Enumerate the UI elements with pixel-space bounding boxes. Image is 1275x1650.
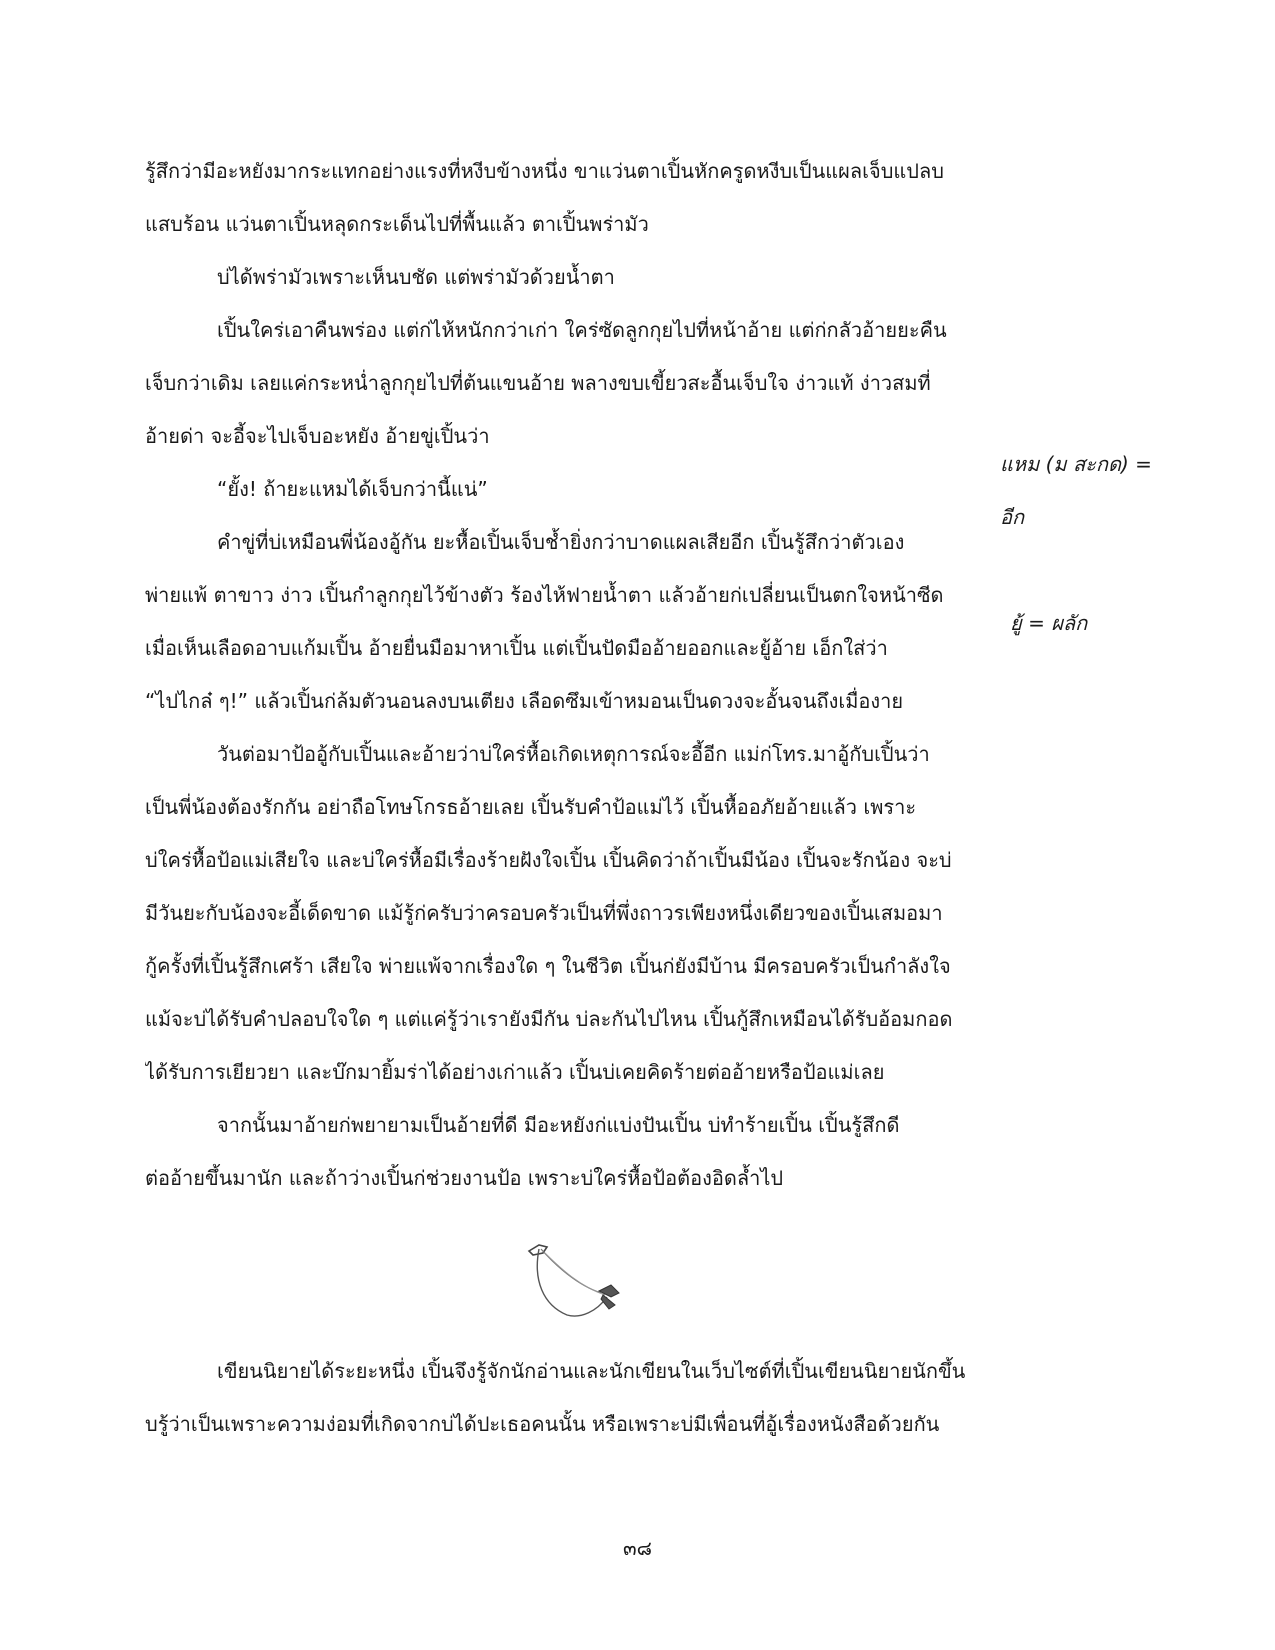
body-line: แม้จะบ่ได้รับคำปลอบใจใด ๆ แต่แค่รู้ว่าเรายังมีกัน บ่ละกันไปไหน เปิ้นกู้สึกเหมือนได้รับอ้อมกอด bbox=[145, 1007, 953, 1031]
body-line: บ่ใคร่หื้อป้อแม่เสียใจ และบ่ใคร่หื้อมีเรื่องร้ายฝังใจเปิ้น เปิ้นคิดว่าถ้าเปิ้นมีน้อง เปิ้นจะรักน้อง จะบ่ bbox=[145, 848, 952, 872]
body-line: รู้สึกว่ามีอะหยังมากระแทกอย่างแรงที่หงีบข้างหนึ่ง ขาแว่นตาเปิ้นหักครูดหงีบเป็นแผลเจ็บแปลบ bbox=[145, 159, 944, 183]
body-line: “ยั้ง! ถ้ายะแหมได้เจ็บกว่านี้แน่” bbox=[217, 477, 488, 501]
body-line: อ้ายด่า จะอี้จะไปเจ็บอะหยัง อ้ายขู่เปิ้นว่า bbox=[145, 424, 490, 448]
body-line: จากนั้นมาอ้ายก่พยายามเป็นอ้ายที่ดี มีอะหยังก่แบ่งปันเปิ้น บ่ทำร้ายเปิ้น เปิ้นรู้สึกดี bbox=[217, 1113, 900, 1137]
body-line: มีวันยะกับน้องจะอี้เด็ดขาด แม้รู้ก่ครับว่าครอบครัวเป็นที่พึ่งถาวรเพียงหนึ่งเดียวของเปิ้นเสมอมา bbox=[145, 901, 943, 925]
body-line: พ่ายแพ้ ตาขาว ง่าว เปิ้นกำลูกกุยไว้ข้างตัว ร้องไห้ฟายน้ำตา แล้วอ้ายก่เปลี่ยนเป็นตกใจหน้าซีด bbox=[145, 583, 944, 607]
body-line: วันต่อมาป้ออู้กับเปิ้นและอ้ายว่าบ่ใคร่หื้อเกิดเหตุการณ์จะอี้อีก แม่ก่โทร.มาอู้กับเปิ้นว่า bbox=[217, 742, 930, 766]
margin-note: แหม (ม สะกด) = bbox=[1000, 452, 1152, 476]
margin-note: ยู้ = ผลัก bbox=[1010, 611, 1088, 635]
margin-note: อีก bbox=[1000, 505, 1025, 529]
body-line: เมื่อเห็นเลือดอาบแก้มเปิ้น อ้ายยื่นมือมาหาเปิ้น แต่เปิ้นปัดมืออ้ายออกและยู้อ้าย เอ็กใส่ว่า bbox=[145, 636, 888, 660]
slingshot-ornament-icon bbox=[515, 1235, 635, 1330]
body-line: แสบร้อน แว่นตาเปิ้นหลุดกระเด็นไปที่พื้นแล้ว ตาเปิ้นพร่ามัว bbox=[145, 212, 649, 236]
body-line: ต่ออ้ายขึ้นมานัก และถ้าว่างเปิ้นก่ช่วยงานป้อ เพราะบ่ใคร่หื้อป้อต้องอิดล้ำไป bbox=[145, 1166, 784, 1190]
body-line: คำขู่ที่บ่เหมือนพี่น้องอู้กัน ยะหื้อเปิ้นเจ็บช้ำยิ่งกว่าบาดแผลเสียอีก เปิ้นรู้สึกว่าตัวเอง bbox=[217, 530, 905, 554]
body-line: บรู้ว่าเป็นเพราะความง่อมที่เกิดจากบ่ได้ปะเธอคนนั้น หรือเพราะบ่มีเพื่อนที่อู้เรื่องหนังสือด้วยกัน bbox=[145, 1412, 940, 1436]
body-line: เขียนนิยายได้ระยะหนึ่ง เปิ้นจึงรู้จักนักอ่านและนักเขียนในเว็บไซต์ที่เปิ้นเขียนนิยายนักขึ้น bbox=[217, 1359, 966, 1383]
body-line: เป็นพี่น้องต้องรักกัน อย่าถือโทษโกรธอ้ายเลย เปิ้นรับคำป้อแม่ไว้ เปิ้นหื้ออภัยอ้ายแล้ว เพราะ bbox=[145, 795, 917, 819]
body-line: เปิ้นใคร่เอาคืนพร่อง แต่ก่ไห้หนักกว่าเก่า ใคร่ซัดลูกกุยไปที่หน้าอ้าย แต่ก่กลัวอ้ายยะคืน bbox=[217, 318, 947, 342]
body-line: บ่ได้พร่ามัวเพราะเห็นบชัด แต่พร่ามัวด้วยน้ำตา bbox=[217, 265, 615, 289]
body-line: ได้รับการเยียวยา และบ๊กมายิ้มร่าได้อย่างเก่าแล้ว เปิ้นบ่เคยคิดร้ายต่ออ้ายหรือป้อแม่เลย bbox=[145, 1060, 885, 1084]
body-line: กู้ครั้งที่เปิ้นรู้สึกเศร้า เสียใจ พ่ายแพ้จากเรื่องใด ๆ ในชีวิต เปิ้นก่ยังมีบ้าน มีครอบครัวเป็นกำลังใจ bbox=[145, 954, 951, 978]
body-text bbox=[145, 145, 1045, 1205]
body-line: “ไปไกล๋ ๆ!” แล้วเปิ้นก่ล้มตัวนอนลงบนเตียง เลือดซึมเข้าหมอนเป็นดวงจะอั้นจนถึงเมื่องาย bbox=[145, 689, 904, 713]
body-line: เจ็บกว่าเดิม เลยแค่กระหน่ำลูกกุยไปที่ต้นแขนอ้าย พลางขบเขี้ยวสะอื้นเจ็บใจ ง่าวแท้ ง่าวสมที่ bbox=[145, 371, 931, 395]
page-number: ๓๘ bbox=[622, 1536, 653, 1560]
body-text-continued bbox=[145, 1345, 1045, 1451]
